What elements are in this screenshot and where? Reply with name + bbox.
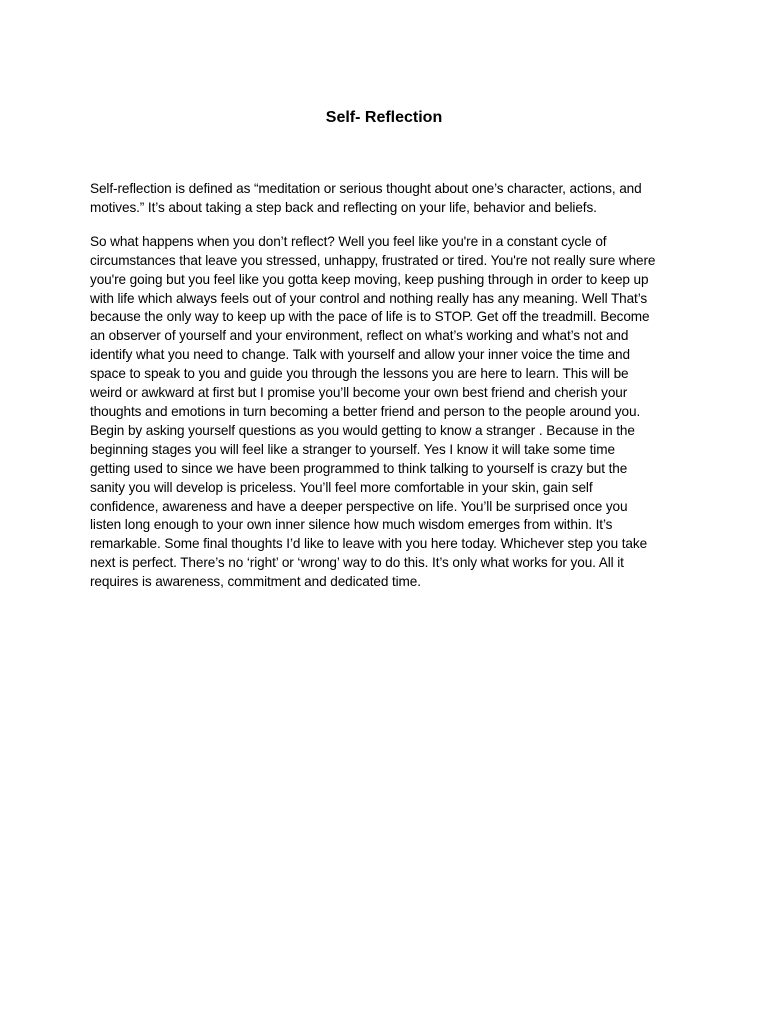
- text-line: circumstances that leave you stressed, unhappy, frustrated or tired. You're not really sure where: [90, 252, 656, 268]
- text-line: listen long enough to your own inner silence how much wisdom emerges from within. It’s: [90, 517, 613, 533]
- text-line: thoughts and emotions in turn becoming a better friend and person to the people around you.: [90, 403, 641, 419]
- text-line: Begin by asking yourself questions as you would getting to know a stranger . Because in the: [90, 422, 635, 438]
- document-body: [90, 180, 678, 607]
- paragraph-main: [90, 233, 678, 592]
- text-line: identify what you need to change. Talk with yourself and allow your inner voice the time and: [90, 347, 630, 363]
- text-line: with life which always feels out of your control and nothing really has any meaning. Well That’s: [90, 290, 648, 306]
- text-line: next is perfect. There’s no ‘right’ or ‘wrong’ way to do this. It’s only what works for you. All it: [90, 555, 624, 571]
- text-line: space to speak to you and guide you through the lessons you are here to learn. This will be: [90, 366, 629, 382]
- text-line: confidence, awareness and have a deeper perspective on life. You’ll be surprised once you: [90, 498, 628, 514]
- text-line: requires is awareness, commitment and dedicated time.: [90, 574, 421, 590]
- text-line: beginning stages you will feel like a stranger to yourself. Yes I know it will take some time: [90, 441, 615, 457]
- text-line: remarkable. Some final thoughts I’d like to leave with you here today. Whichever step you take: [90, 536, 648, 552]
- text-line: getting used to since we have been programmed to think talking to yourself is crazy but the: [90, 460, 628, 476]
- text-line: sanity you will develop is priceless. You’ll feel more comfortable in your skin, gain self: [90, 479, 593, 495]
- paragraph-definition: [90, 180, 678, 218]
- text-line: Self-reflection is defined as “meditation or serious thought about one’s character, actions, and: [90, 181, 642, 196]
- text-line: you're going but you feel like you gotta keep moving, keep pushing through in order to keep up: [90, 271, 649, 287]
- text-line: weird or awkward at first but I promise you’ll become your own best friend and cherish your: [90, 385, 628, 401]
- text-line: motives.” It’s about taking a step back and reflecting on your life, behavior and beliefs.: [90, 199, 597, 215]
- document-title: Self- Reflection: [325, 109, 443, 126]
- text-line: So what happens when you don’t reflect? Well you feel like you're in a constant cycle of: [90, 233, 607, 249]
- text-line: an observer of yourself and your environment, reflect on what’s working and what’s not and: [90, 328, 629, 344]
- text-line: because the only way to keep up with the pace of life is to STOP. Get off the treadmill. Become: [90, 309, 650, 325]
